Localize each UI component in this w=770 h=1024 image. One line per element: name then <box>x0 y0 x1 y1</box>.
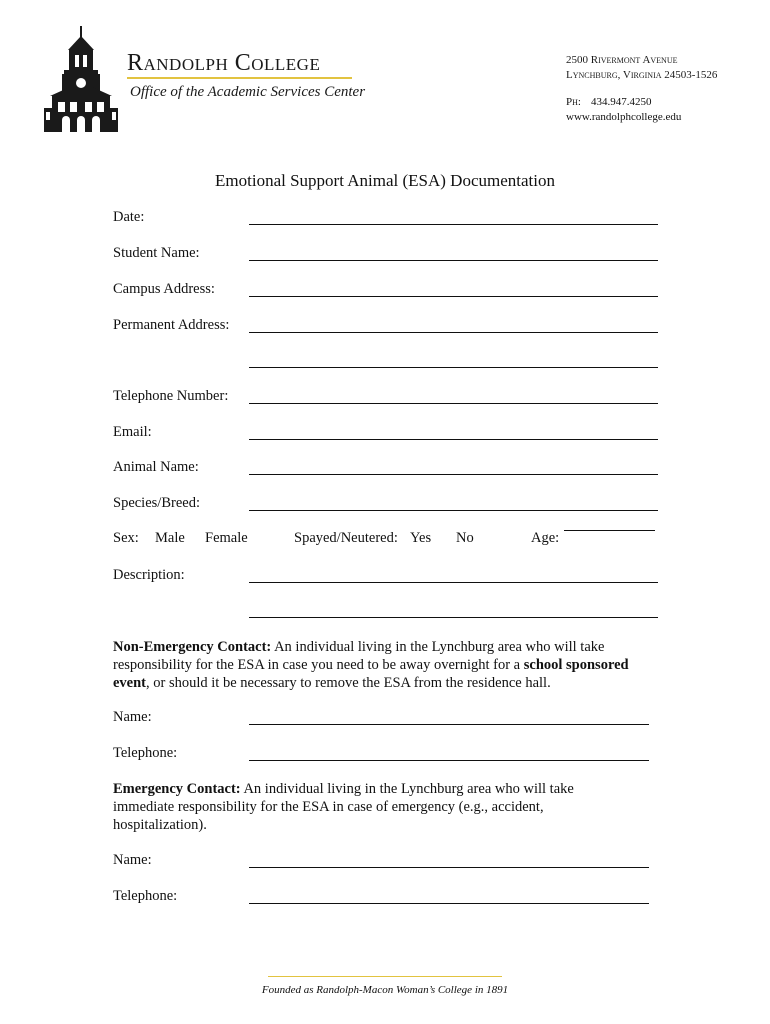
student-name-row <box>113 245 658 267</box>
permanent-address-label: Permanent Address: <box>113 317 230 333</box>
non-emergency-heading: Non-Emergency Contact: <box>113 639 272 655</box>
emergency-name-label: Name: <box>113 852 152 868</box>
address-line-1: 2500 Rivermont Avenue <box>566 54 678 66</box>
email-row <box>113 424 658 446</box>
permanent-address-row <box>113 317 658 339</box>
permanent-address-field[interactable] <box>249 332 658 333</box>
sex-label: Sex: <box>113 530 139 546</box>
sex-option-male[interactable]: Male <box>155 530 185 546</box>
age-label: Age: <box>531 530 560 546</box>
phone-row <box>566 96 651 108</box>
non-emergency-bold-phrase: school sponsored event <box>113 657 629 691</box>
document-title: Emotional Support Animal (ESA) Documentation <box>215 171 555 190</box>
email-label: Email: <box>113 424 152 440</box>
sex-spay-age-row <box>113 530 658 552</box>
student-name-field[interactable] <box>249 260 658 261</box>
footer-rule <box>268 976 502 977</box>
date-row <box>113 209 658 231</box>
description-field[interactable] <box>249 582 658 583</box>
date-label: Date: <box>113 209 145 225</box>
office-name: Office of the Academic Services Center <box>130 84 366 100</box>
permanent-address-row-2 <box>113 352 658 374</box>
non-emergency-telephone-row <box>113 745 658 767</box>
footer-text: Founded as Randolph-Macon Woman’s College in 1891 <box>261 984 509 996</box>
spayed-option-no[interactable]: No <box>456 530 474 546</box>
non-emergency-contact-paragraph <box>113 638 658 692</box>
non-emergency-name-label: Name: <box>113 709 152 725</box>
telephone-row <box>113 388 658 410</box>
emergency-contact-paragraph <box>113 780 603 834</box>
letterhead-rule <box>127 77 352 79</box>
date-field[interactable] <box>249 224 658 225</box>
non-emergency-text-b: , or should it be necessary to remove the ESA from the residence hall. <box>146 675 551 691</box>
address-line-2: Lynchburg, Virginia 24503-1526 <box>566 69 718 81</box>
species-breed-label: Species/Breed: <box>113 495 200 511</box>
phone-label: Ph: <box>566 96 581 108</box>
college-name: Randolph College <box>127 50 321 76</box>
telephone-number-label: Telephone Number: <box>113 388 229 404</box>
species-breed-field[interactable] <box>249 510 658 511</box>
emergency-telephone-row <box>113 888 658 910</box>
student-name-label: Student Name: <box>113 245 200 261</box>
species-breed-row <box>113 495 658 517</box>
animal-name-label: Animal Name: <box>113 459 199 475</box>
permanent-address-field-2[interactable] <box>249 367 658 368</box>
emergency-text: An individual living in the Lynchburg area who will take immediate responsibility for the ESA in case of emergency (e.g., accident, hospitalization). <box>113 781 574 833</box>
description-row <box>113 567 658 589</box>
campus-address-field[interactable] <box>249 296 658 297</box>
non-emergency-telephone-field[interactable] <box>249 760 649 761</box>
spayed-neutered-label: Spayed/Neutered: <box>294 530 398 546</box>
telephone-number-field[interactable] <box>249 403 658 404</box>
animal-name-row <box>113 459 658 481</box>
sex-option-female[interactable]: Female <box>205 530 248 546</box>
animal-name-field[interactable] <box>249 474 658 475</box>
non-emergency-name-row <box>113 709 658 731</box>
spayed-option-yes[interactable]: Yes <box>410 530 432 546</box>
website: www.randolphcollege.edu <box>566 111 682 123</box>
emergency-heading: Emergency Contact: <box>113 781 241 797</box>
description-row-2 <box>113 602 658 624</box>
non-emergency-name-field[interactable] <box>249 724 649 725</box>
campus-address-row <box>113 281 658 303</box>
emergency-name-field[interactable] <box>249 867 649 868</box>
emergency-telephone-label: Telephone: <box>113 888 178 904</box>
campus-address-label: Campus Address: <box>113 281 215 297</box>
description-label: Description: <box>113 567 185 583</box>
description-field-2[interactable] <box>249 617 658 618</box>
age-field[interactable] <box>564 530 655 531</box>
college-tower-logo-icon <box>42 26 122 136</box>
phone-number: 434.947.4250 <box>590 96 652 108</box>
emergency-name-row <box>113 852 658 874</box>
emergency-telephone-field[interactable] <box>249 903 649 904</box>
email-field[interactable] <box>249 439 658 440</box>
non-emergency-text-a: An individual living in the Lynchburg area who will take responsibility for the ESA in case you need to be away overnight for a <box>113 639 605 673</box>
non-emergency-telephone-label: Telephone: <box>113 745 178 761</box>
